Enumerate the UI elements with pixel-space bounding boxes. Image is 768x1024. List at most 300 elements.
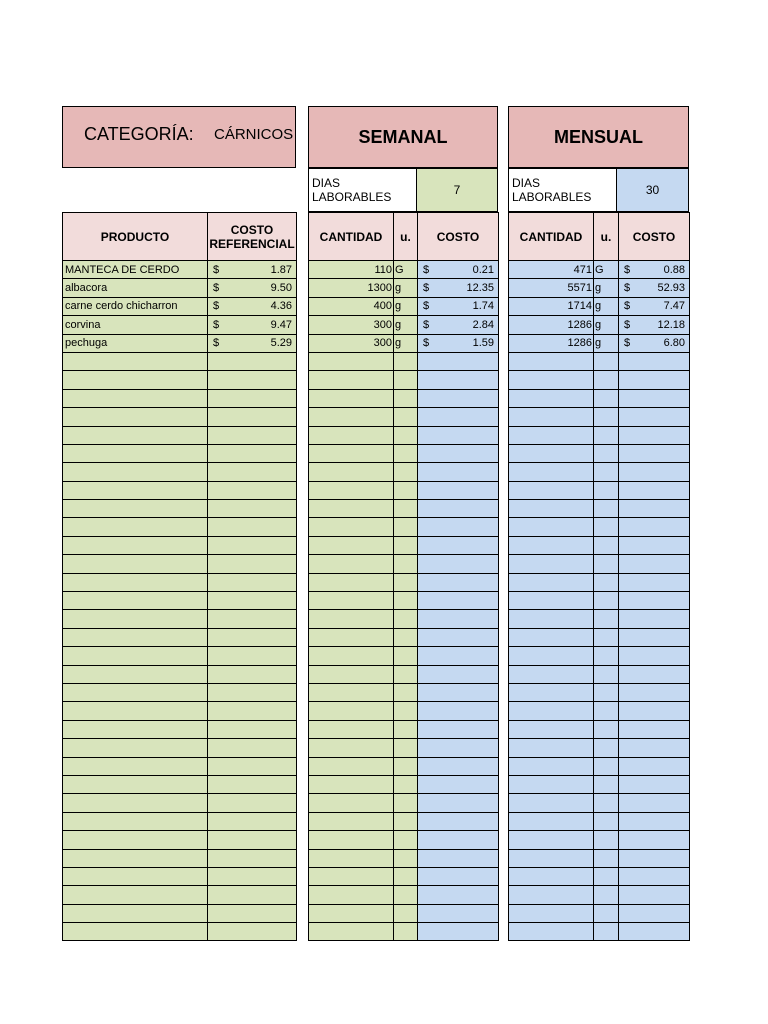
weekly-qty-cell[interactable] — [309, 757, 394, 775]
weekly-qty-cell[interactable] — [309, 592, 394, 610]
ref-cost-cell[interactable] — [208, 886, 297, 904]
weekly-qty-cell[interactable] — [309, 904, 394, 922]
product-name-cell[interactable] — [63, 628, 208, 646]
monthly-cost-cell[interactable] — [619, 481, 690, 499]
product-name-cell[interactable] — [63, 463, 208, 481]
weekly-qty-cell[interactable] — [309, 867, 394, 885]
weekly-cost-cell[interactable] — [418, 867, 499, 885]
product-name-cell[interactable]: corvina — [63, 316, 208, 334]
weekly-cost-cell[interactable] — [418, 831, 499, 849]
monthly-cost-cell[interactable] — [619, 794, 690, 812]
weekly-cost-cell[interactable] — [418, 665, 499, 683]
monthly-qty-cell[interactable] — [509, 775, 594, 793]
ref-cost-cell[interactable] — [208, 279, 297, 297]
monthly-unit-cell[interactable] — [594, 536, 619, 554]
product-name-cell[interactable] — [63, 904, 208, 922]
product-name-cell[interactable] — [63, 665, 208, 683]
monthly-cost-cell[interactable] — [619, 757, 690, 775]
monthly-qty-cell[interactable] — [509, 444, 594, 462]
product-name-cell[interactable] — [63, 867, 208, 885]
monthly-qty-cell[interactable] — [509, 389, 594, 407]
ref-cost-cell[interactable] — [208, 904, 297, 922]
ref-cost-cell[interactable] — [208, 775, 297, 793]
weekly-cost-cell[interactable] — [418, 794, 499, 812]
weekly-qty-cell[interactable] — [309, 500, 394, 518]
weekly-cost-cell[interactable] — [418, 297, 499, 315]
product-name-cell[interactable] — [63, 886, 208, 904]
weekly-unit-cell[interactable] — [394, 831, 418, 849]
weekly-cost-cell[interactable] — [418, 500, 499, 518]
weekly-cost-cell[interactable] — [418, 573, 499, 591]
ref-cost-cell[interactable] — [208, 867, 297, 885]
monthly-qty-cell[interactable] — [509, 904, 594, 922]
weekly-qty-cell[interactable] — [309, 573, 394, 591]
weekly-qty-cell[interactable] — [309, 665, 394, 683]
monthly-unit-cell[interactable] — [594, 683, 619, 701]
weekly-qty-cell[interactable]: 1300 — [309, 279, 394, 297]
weekly-unit-cell[interactable] — [394, 647, 418, 665]
weekly-qty-cell[interactable] — [309, 463, 394, 481]
monthly-qty-cell[interactable] — [509, 665, 594, 683]
weekly-cost-cell[interactable] — [418, 610, 499, 628]
weekly-cost-cell[interactable] — [418, 279, 499, 297]
weekly-qty-cell[interactable] — [309, 389, 394, 407]
monthly-unit-cell[interactable] — [594, 886, 619, 904]
monthly-unit-cell[interactable] — [594, 610, 619, 628]
monthly-cost-cell[interactable] — [619, 518, 690, 536]
ref-cost-cell[interactable] — [208, 334, 297, 352]
weekly-cost-cell[interactable] — [418, 426, 499, 444]
monthly-cost-cell[interactable] — [619, 279, 690, 297]
monthly-qty-cell[interactable] — [509, 555, 594, 573]
monthly-qty-cell[interactable] — [509, 500, 594, 518]
ref-cost-cell[interactable] — [208, 518, 297, 536]
monthly-cost-cell[interactable] — [619, 683, 690, 701]
weekly-unit-cell[interactable] — [394, 426, 418, 444]
ref-cost-cell[interactable] — [208, 794, 297, 812]
weekly-cost-cell[interactable] — [418, 481, 499, 499]
product-name-cell[interactable] — [63, 794, 208, 812]
weekly-unit-cell[interactable] — [394, 665, 418, 683]
ref-cost-cell[interactable] — [208, 592, 297, 610]
monthly-cost-cell[interactable] — [619, 444, 690, 462]
weekly-unit-cell[interactable] — [394, 757, 418, 775]
weekly-qty-cell[interactable] — [309, 628, 394, 646]
weekly-unit-cell[interactable] — [394, 886, 418, 904]
monthly-cost-cell[interactable] — [619, 867, 690, 885]
weekly-cost-cell[interactable] — [418, 775, 499, 793]
monthly-unit-cell[interactable] — [594, 352, 619, 370]
product-name-cell[interactable] — [63, 720, 208, 738]
monthly-qty-cell[interactable] — [509, 371, 594, 389]
product-name-cell[interactable] — [63, 849, 208, 867]
product-name-cell[interactable] — [63, 923, 208, 941]
weekly-qty-cell[interactable] — [309, 371, 394, 389]
weekly-cost-cell[interactable] — [418, 683, 499, 701]
weekly-qty-cell[interactable] — [309, 647, 394, 665]
weekly-qty-cell[interactable] — [309, 555, 394, 573]
monthly-cost-cell[interactable] — [619, 371, 690, 389]
product-name-cell[interactable] — [63, 518, 208, 536]
ref-cost-cell[interactable] — [208, 812, 297, 830]
weekly-unit-cell[interactable] — [394, 739, 418, 757]
weekly-cost-cell[interactable] — [418, 849, 499, 867]
weekly-unit-cell[interactable]: g — [394, 316, 418, 334]
monthly-unit-cell[interactable] — [594, 665, 619, 683]
monthly-qty-cell[interactable] — [509, 923, 594, 941]
ref-cost-cell[interactable] — [208, 261, 297, 279]
monthly-cost-cell[interactable] — [619, 720, 690, 738]
monthly-cost-cell[interactable] — [619, 812, 690, 830]
weekly-unit-cell[interactable] — [394, 352, 418, 370]
weekly-qty-cell[interactable]: 300 — [309, 334, 394, 352]
monthly-cost-cell[interactable] — [619, 352, 690, 370]
monthly-cost-cell[interactable] — [619, 628, 690, 646]
monthly-unit-cell[interactable] — [594, 628, 619, 646]
monthly-qty-cell[interactable] — [509, 867, 594, 885]
product-name-cell[interactable] — [63, 702, 208, 720]
weekly-unit-cell[interactable] — [394, 500, 418, 518]
monthly-cost-cell[interactable] — [619, 297, 690, 315]
weekly-qty-cell[interactable] — [309, 720, 394, 738]
monthly-unit-cell[interactable] — [594, 812, 619, 830]
monthly-qty-cell[interactable] — [509, 831, 594, 849]
ref-cost-cell[interactable] — [208, 628, 297, 646]
weekly-cost-cell[interactable] — [418, 702, 499, 720]
ref-cost-cell[interactable] — [208, 371, 297, 389]
weekly-qty-cell[interactable]: 110 — [309, 261, 394, 279]
monthly-cost-cell[interactable] — [619, 500, 690, 518]
monthly-unit-cell[interactable] — [594, 867, 619, 885]
monthly-qty-cell[interactable] — [509, 702, 594, 720]
ref-cost-cell[interactable] — [208, 647, 297, 665]
monthly-cost-cell[interactable] — [619, 923, 690, 941]
weekly-cost-cell[interactable] — [418, 628, 499, 646]
product-name-cell[interactable]: MANTECA DE CERDO — [63, 261, 208, 279]
weekly-cost-cell[interactable] — [418, 812, 499, 830]
weekly-qty-cell[interactable] — [309, 426, 394, 444]
weekly-cost-cell[interactable] — [418, 592, 499, 610]
ref-cost-cell[interactable] — [208, 702, 297, 720]
ref-cost-cell[interactable] — [208, 500, 297, 518]
weekly-unit-cell[interactable] — [394, 463, 418, 481]
product-name-cell[interactable] — [63, 444, 208, 462]
ref-cost-cell[interactable] — [208, 831, 297, 849]
weekly-unit-cell[interactable] — [394, 610, 418, 628]
weekly-cost-cell[interactable] — [418, 720, 499, 738]
weekly-qty-cell[interactable] — [309, 886, 394, 904]
weekly-cost-cell[interactable] — [418, 261, 499, 279]
weekly-unit-cell[interactable]: g — [394, 279, 418, 297]
monthly-unit-cell[interactable] — [594, 573, 619, 591]
weekly-qty-cell[interactable]: 300 — [309, 316, 394, 334]
product-name-cell[interactable] — [63, 481, 208, 499]
monthly-qty-cell[interactable] — [509, 849, 594, 867]
ref-cost-cell[interactable] — [208, 408, 297, 426]
product-name-cell[interactable] — [63, 683, 208, 701]
monthly-qty-cell[interactable] — [509, 408, 594, 426]
ref-cost-cell[interactable] — [208, 389, 297, 407]
monthly-cost-cell[interactable] — [619, 536, 690, 554]
monthly-qty-cell[interactable]: 5571 — [509, 279, 594, 297]
ref-cost-cell[interactable] — [208, 316, 297, 334]
monthly-unit-cell[interactable] — [594, 739, 619, 757]
monthly-days-value[interactable]: 30 — [617, 169, 688, 211]
weekly-unit-cell[interactable] — [394, 592, 418, 610]
monthly-unit-cell[interactable] — [594, 647, 619, 665]
monthly-unit-cell[interactable] — [594, 831, 619, 849]
monthly-cost-cell[interactable] — [619, 849, 690, 867]
product-name-cell[interactable]: carne cerdo chicharron — [63, 297, 208, 315]
product-name-cell[interactable] — [63, 408, 208, 426]
product-name-cell[interactable] — [63, 371, 208, 389]
weekly-cost-cell[interactable] — [418, 463, 499, 481]
product-name-cell[interactable] — [63, 500, 208, 518]
ref-cost-cell[interactable] — [208, 739, 297, 757]
product-name-cell[interactable] — [63, 812, 208, 830]
ref-cost-cell[interactable] — [208, 481, 297, 499]
weekly-qty-cell[interactable] — [309, 923, 394, 941]
monthly-qty-cell[interactable] — [509, 426, 594, 444]
weekly-cost-cell[interactable] — [418, 904, 499, 922]
weekly-unit-cell[interactable] — [394, 775, 418, 793]
product-name-cell[interactable]: pechuga — [63, 334, 208, 352]
monthly-cost-cell[interactable] — [619, 463, 690, 481]
ref-cost-cell[interactable] — [208, 665, 297, 683]
monthly-unit-cell[interactable] — [594, 904, 619, 922]
monthly-qty-cell[interactable] — [509, 536, 594, 554]
monthly-cost-cell[interactable] — [619, 408, 690, 426]
monthly-qty-cell[interactable] — [509, 481, 594, 499]
monthly-cost-cell[interactable] — [619, 610, 690, 628]
monthly-unit-cell[interactable]: g — [594, 297, 619, 315]
ref-cost-cell[interactable] — [208, 555, 297, 573]
weekly-unit-cell[interactable] — [394, 628, 418, 646]
weekly-qty-cell[interactable] — [309, 536, 394, 554]
weekly-unit-cell[interactable] — [394, 867, 418, 885]
weekly-unit-cell[interactable] — [394, 371, 418, 389]
weekly-cost-cell[interactable] — [418, 334, 499, 352]
weekly-qty-cell[interactable]: 400 — [309, 297, 394, 315]
monthly-cost-cell[interactable] — [619, 334, 690, 352]
monthly-unit-cell[interactable] — [594, 371, 619, 389]
monthly-cost-cell[interactable] — [619, 904, 690, 922]
product-name-cell[interactable] — [63, 352, 208, 370]
ref-cost-cell[interactable] — [208, 426, 297, 444]
monthly-unit-cell[interactable] — [594, 426, 619, 444]
monthly-cost-cell[interactable] — [619, 573, 690, 591]
monthly-unit-cell[interactable] — [594, 794, 619, 812]
product-name-cell[interactable] — [63, 573, 208, 591]
ref-cost-cell[interactable] — [208, 720, 297, 738]
weekly-qty-cell[interactable] — [309, 518, 394, 536]
weekly-cost-cell[interactable] — [418, 757, 499, 775]
monthly-qty-cell[interactable]: 1714 — [509, 297, 594, 315]
weekly-unit-cell[interactable] — [394, 408, 418, 426]
ref-cost-cell[interactable] — [208, 444, 297, 462]
monthly-qty-cell[interactable] — [509, 573, 594, 591]
monthly-qty-cell[interactable]: 1286 — [509, 334, 594, 352]
monthly-cost-cell[interactable] — [619, 592, 690, 610]
monthly-unit-cell[interactable] — [594, 481, 619, 499]
monthly-qty-cell[interactable] — [509, 720, 594, 738]
monthly-qty-cell[interactable]: 1286 — [509, 316, 594, 334]
weekly-cost-cell[interactable] — [418, 739, 499, 757]
monthly-qty-cell[interactable] — [509, 739, 594, 757]
product-name-cell[interactable] — [63, 610, 208, 628]
monthly-qty-cell[interactable] — [509, 886, 594, 904]
weekly-cost-cell[interactable] — [418, 316, 499, 334]
ref-cost-cell[interactable] — [208, 573, 297, 591]
weekly-unit-cell[interactable] — [394, 904, 418, 922]
monthly-unit-cell[interactable] — [594, 923, 619, 941]
monthly-cost-cell[interactable] — [619, 316, 690, 334]
weekly-cost-cell[interactable] — [418, 555, 499, 573]
weekly-unit-cell[interactable] — [394, 923, 418, 941]
weekly-unit-cell[interactable] — [394, 444, 418, 462]
product-name-cell[interactable] — [63, 739, 208, 757]
weekly-qty-cell[interactable] — [309, 481, 394, 499]
product-name-cell[interactable] — [63, 389, 208, 407]
weekly-unit-cell[interactable] — [394, 536, 418, 554]
monthly-cost-cell[interactable] — [619, 886, 690, 904]
weekly-cost-cell[interactable] — [418, 518, 499, 536]
ref-cost-cell[interactable] — [208, 683, 297, 701]
product-name-cell[interactable] — [63, 647, 208, 665]
product-name-cell[interactable] — [63, 592, 208, 610]
monthly-qty-cell[interactable] — [509, 518, 594, 536]
monthly-cost-cell[interactable] — [619, 665, 690, 683]
monthly-unit-cell[interactable] — [594, 408, 619, 426]
weekly-unit-cell[interactable] — [394, 389, 418, 407]
weekly-qty-cell[interactable] — [309, 683, 394, 701]
weekly-unit-cell[interactable] — [394, 481, 418, 499]
weekly-cost-cell[interactable] — [418, 371, 499, 389]
weekly-unit-cell[interactable] — [394, 812, 418, 830]
category-value: CÁRNICOS — [214, 126, 294, 143]
weekly-qty-cell[interactable] — [309, 812, 394, 830]
monthly-qty-cell[interactable] — [509, 683, 594, 701]
product-name-cell[interactable] — [63, 426, 208, 444]
monthly-cost-cell[interactable] — [619, 702, 690, 720]
table-row — [63, 775, 297, 793]
monthly-qty-cell[interactable] — [509, 628, 594, 646]
weekly-unit-cell[interactable] — [394, 702, 418, 720]
monthly-unit-cell[interactable] — [594, 389, 619, 407]
monthly-qty-cell[interactable] — [509, 592, 594, 610]
monthly-qty-cell[interactable] — [509, 610, 594, 628]
monthly-unit-cell[interactable] — [594, 518, 619, 536]
monthly-unit-cell[interactable] — [594, 720, 619, 738]
monthly-cost-cell[interactable] — [619, 739, 690, 757]
weekly-unit-cell[interactable] — [394, 555, 418, 573]
monthly-unit-cell[interactable] — [594, 757, 619, 775]
weekly-unit-cell[interactable] — [394, 518, 418, 536]
ref-cost-cell[interactable] — [208, 757, 297, 775]
monthly-unit-cell[interactable] — [594, 500, 619, 518]
weekly-qty-cell[interactable] — [309, 702, 394, 720]
weekly-unit-cell[interactable]: G — [394, 261, 418, 279]
monthly-qty-cell[interactable]: 471 — [509, 261, 594, 279]
product-name-cell[interactable] — [63, 831, 208, 849]
ref-cost-cell[interactable] — [208, 610, 297, 628]
weekly-qty-cell[interactable] — [309, 794, 394, 812]
monthly-qty-cell[interactable] — [509, 463, 594, 481]
monthly-cost-cell[interactable] — [619, 647, 690, 665]
monthly-unit-cell[interactable] — [594, 702, 619, 720]
weekly-unit-cell[interactable]: g — [394, 334, 418, 352]
weekly-qty-cell[interactable] — [309, 352, 394, 370]
weekly-cost-cell[interactable] — [418, 923, 499, 941]
monthly-cost-cell[interactable] — [619, 555, 690, 573]
monthly-unit-cell[interactable]: g — [594, 316, 619, 334]
weekly-qty-cell[interactable] — [309, 831, 394, 849]
weekly-cost-cell[interactable] — [418, 886, 499, 904]
weekly-qty-cell[interactable] — [309, 610, 394, 628]
weekly-qty-cell[interactable] — [309, 739, 394, 757]
ref-cost-cell[interactable] — [208, 536, 297, 554]
monthly-cost-cell[interactable] — [619, 426, 690, 444]
weekly-unit-cell[interactable] — [394, 573, 418, 591]
monthly-unit-cell[interactable]: g — [594, 334, 619, 352]
monthly-qty-cell[interactable] — [509, 647, 594, 665]
ref-cost-cell[interactable] — [208, 352, 297, 370]
monthly-unit-cell[interactable] — [594, 592, 619, 610]
weekly-unit-cell[interactable] — [394, 794, 418, 812]
product-name-cell[interactable] — [63, 536, 208, 554]
ref-cost-cell[interactable] — [208, 463, 297, 481]
monthly-cost-cell[interactable] — [619, 831, 690, 849]
weekly-unit-cell[interactable] — [394, 683, 418, 701]
product-name-cell[interactable]: albacora — [63, 279, 208, 297]
monthly-qty-cell[interactable] — [509, 757, 594, 775]
monthly-unit-cell[interactable]: G — [594, 261, 619, 279]
monthly-cost-cell[interactable] — [619, 775, 690, 793]
weekly-cost-cell[interactable] — [418, 536, 499, 554]
weekly-days-value[interactable]: 7 — [417, 169, 497, 211]
monthly-cost-cell[interactable] — [619, 261, 690, 279]
monthly-unit-cell[interactable] — [594, 463, 619, 481]
monthly-unit-cell[interactable] — [594, 555, 619, 573]
weekly-qty-cell[interactable] — [309, 444, 394, 462]
weekly-qty-cell[interactable] — [309, 775, 394, 793]
product-name-cell[interactable] — [63, 555, 208, 573]
ref-cost-cell[interactable] — [208, 297, 297, 315]
monthly-qty-cell[interactable] — [509, 812, 594, 830]
weekly-qty-cell[interactable] — [309, 849, 394, 867]
monthly-qty-cell[interactable] — [509, 352, 594, 370]
monthly-unit-cell[interactable]: g — [594, 279, 619, 297]
weekly-unit-cell[interactable] — [394, 720, 418, 738]
monthly-unit-cell[interactable] — [594, 849, 619, 867]
weekly-unit-cell[interactable] — [394, 849, 418, 867]
product-name-cell[interactable] — [63, 775, 208, 793]
weekly-qty-cell[interactable] — [309, 408, 394, 426]
weekly-cost-cell[interactable] — [418, 389, 499, 407]
weekly-cost-cell[interactable] — [418, 352, 499, 370]
monthly-unit-cell[interactable] — [594, 775, 619, 793]
monthly-qty-cell[interactable] — [509, 794, 594, 812]
ref-cost-cell[interactable] — [208, 923, 297, 941]
weekly-unit-cell[interactable]: g — [394, 297, 418, 315]
weekly-cost-cell[interactable] — [418, 444, 499, 462]
product-name-cell[interactable] — [63, 757, 208, 775]
monthly-unit-cell[interactable] — [594, 444, 619, 462]
monthly-cost-cell[interactable] — [619, 389, 690, 407]
weekly-cost-cell[interactable] — [418, 647, 499, 665]
ref-cost-cell[interactable] — [208, 849, 297, 867]
weekly-cost-cell[interactable] — [418, 408, 499, 426]
